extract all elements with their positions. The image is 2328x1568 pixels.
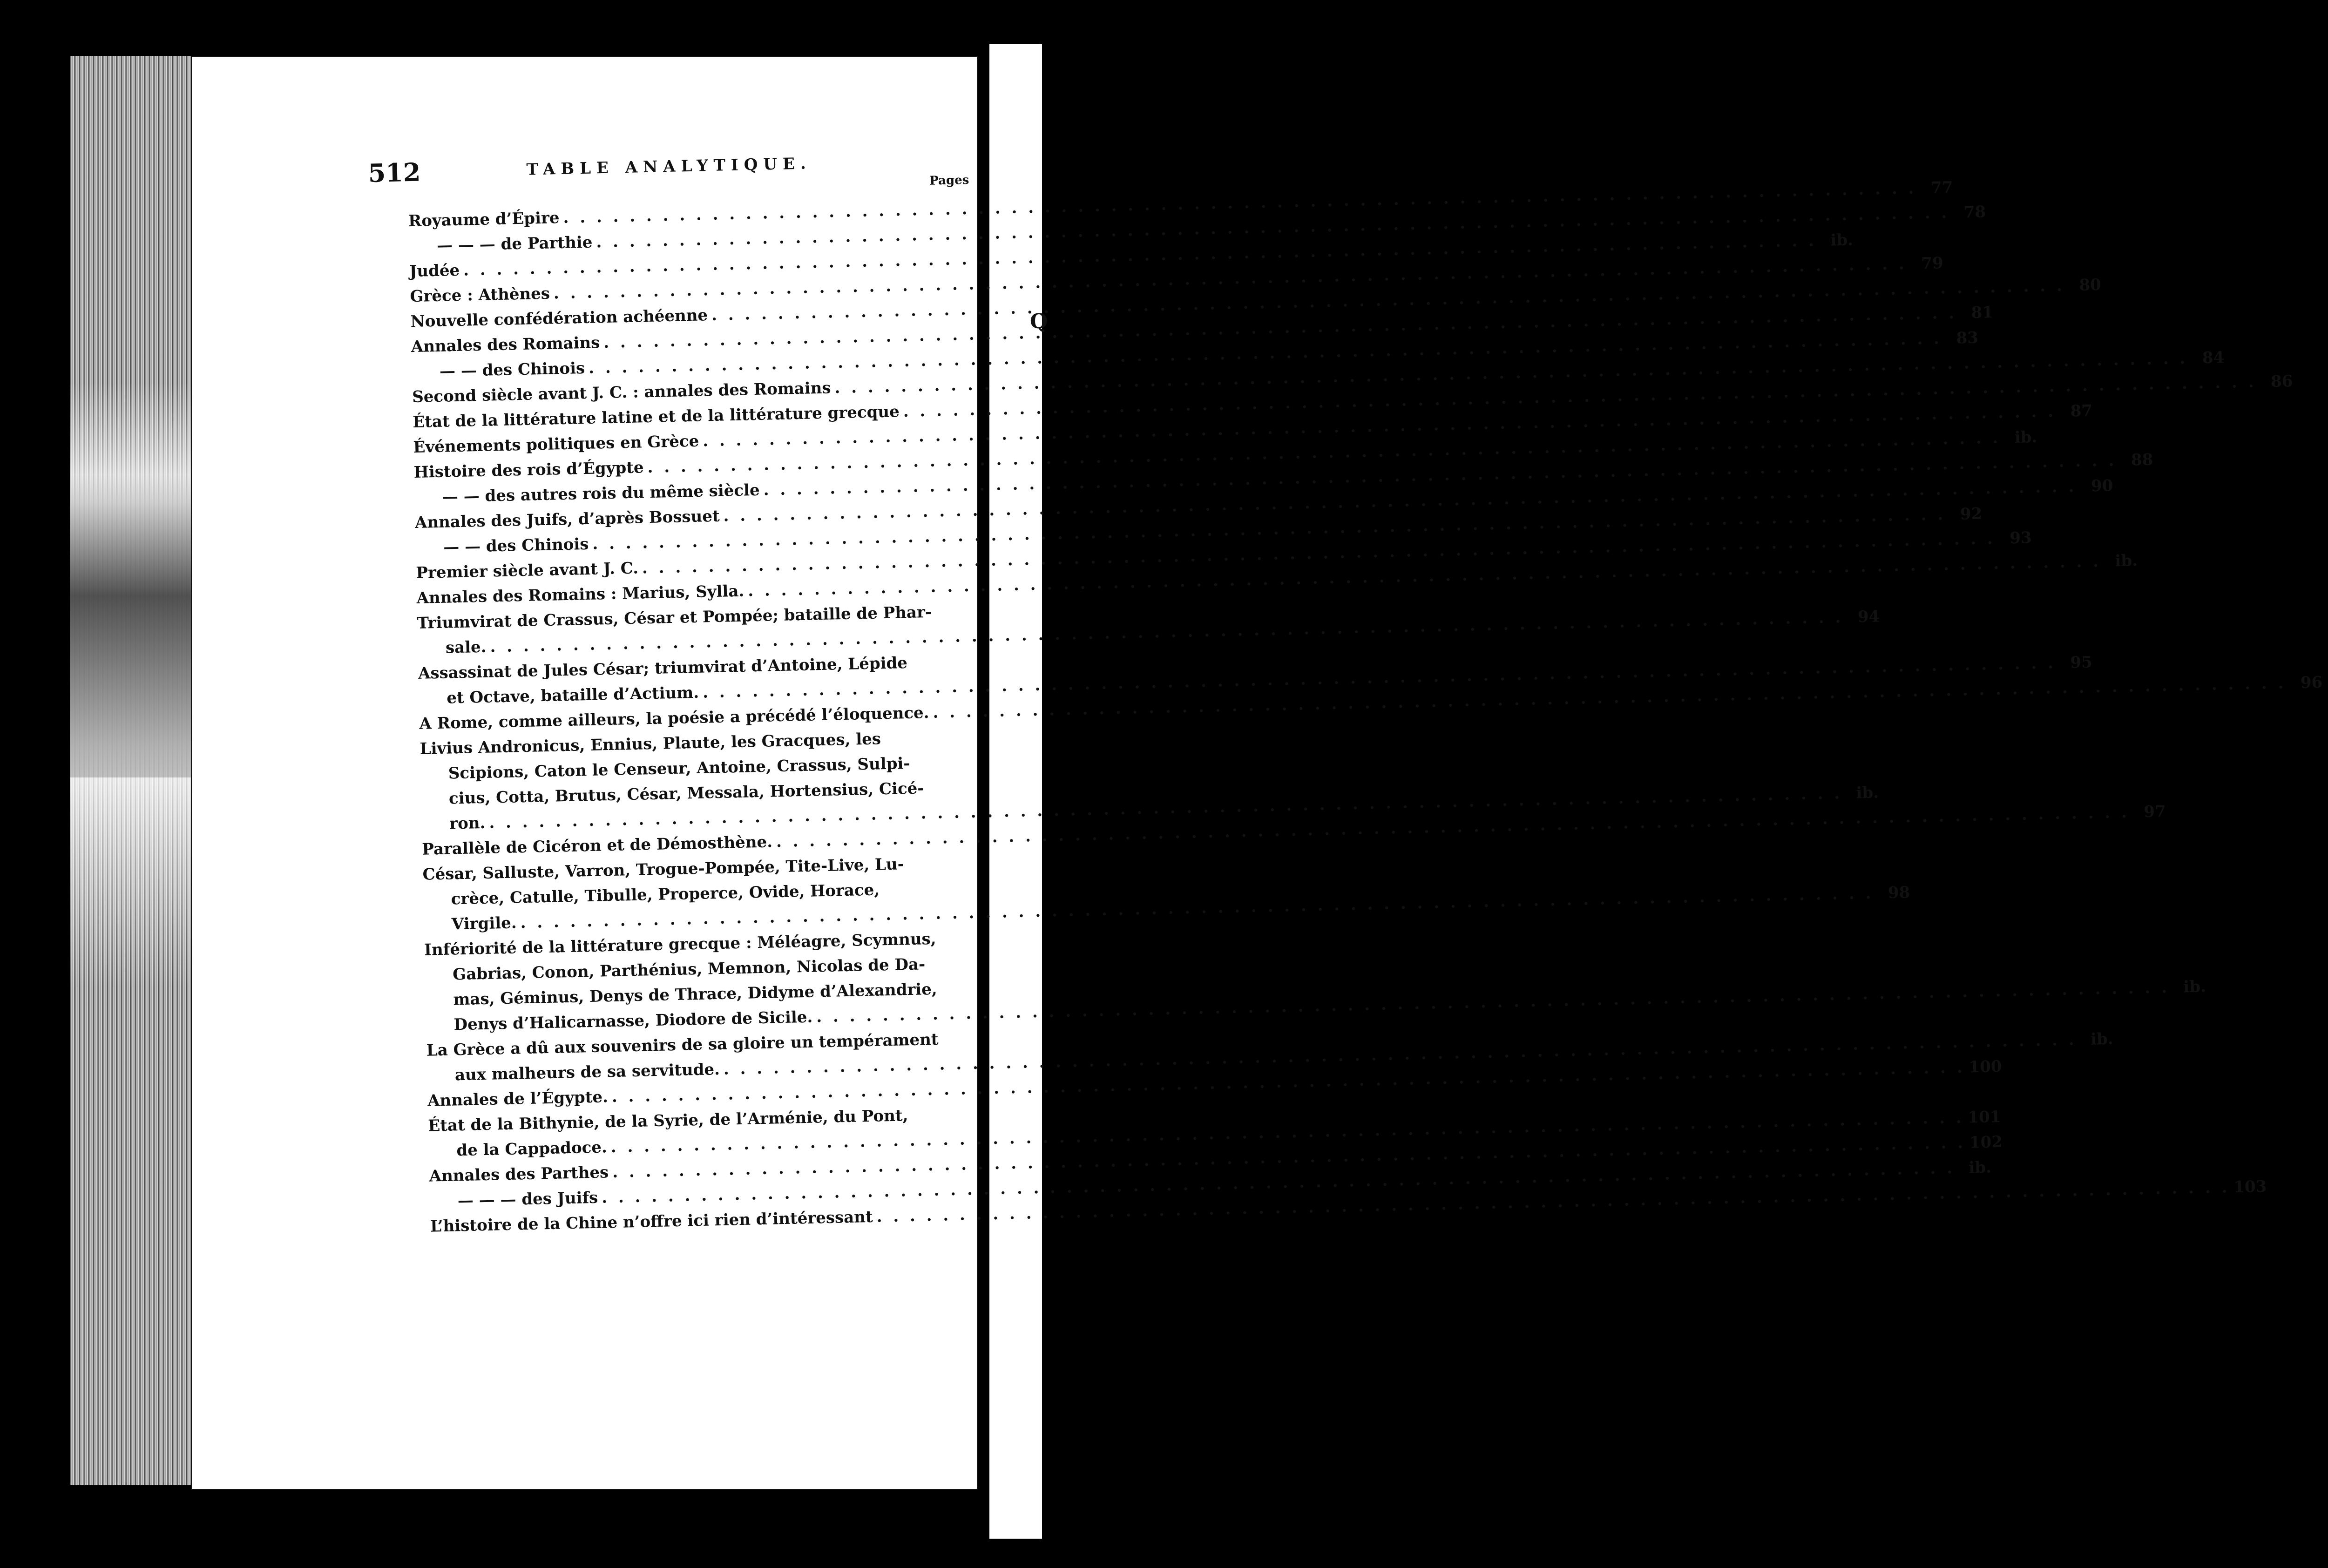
toc-entry-page: 90 [2091, 476, 2113, 496]
toc-entry-line: La Grèce a dû aux souvenirs de sa gloire un tempérament [426, 1030, 939, 1060]
toc-entry-label: Grèce : Athènes [410, 284, 550, 306]
toc-entry-line: Denys d’Halicarnasse, Diodore de Sicile. [453, 1007, 813, 1034]
toc-entry-line: cius, Cotta, Brutus, César, Messala, Hortensius, Cicé- [448, 779, 924, 808]
toc-entry-label: Histoire des rois d’Égypte [413, 458, 644, 482]
toc-entry-label: Premier siècle avant J. C. [416, 559, 639, 582]
page-edges [70, 56, 196, 1485]
toc-entry-page: 92 [1960, 504, 1983, 524]
toc-entry-label: Annales des Romains [411, 333, 600, 357]
toc-entry-line: État de la Bithynie, de la Syrie, de l’Arménie, du Pont, [427, 1106, 908, 1135]
toc-entry-label: Judée [409, 261, 460, 281]
toc-entry-page: 103 [2233, 1177, 2267, 1197]
toc-entry-page: ib. [2090, 1029, 2114, 1049]
page-content [368, 145, 2323, 1240]
toc-entry [424, 926, 2206, 1038]
toc-entry-line: Triumvirat de Crassus, César et Pompée; bataille de Phar- [417, 602, 932, 633]
toc-entry-page: 93 [2009, 528, 2032, 548]
water-stain-dark [70, 475, 196, 777]
toc-entry-page: 97 [2143, 802, 2166, 822]
toc-entry-page: ib. [2114, 551, 2138, 571]
toc-entry-page: 88 [2131, 450, 2153, 470]
toc-entry-page: 96 [2300, 673, 2323, 692]
toc-entry-line: mas, Géminus, Denys de Thrace, Didyme d’Alexandrie, [453, 980, 938, 1009]
page-number: 512 [368, 157, 421, 188]
toc-entry-page: ib. [2183, 977, 2206, 997]
toc-entry-label: — — — de Parthie [436, 233, 593, 255]
toc-entry-label: Annales des Parthes [429, 1163, 609, 1186]
toc-entry-label: — — des Chinois [443, 534, 589, 557]
toc-entry-page: 86 [2270, 372, 2293, 391]
toc-entry-label: Événements politiques en Grèce [413, 432, 699, 457]
toc-entry-page: 100 [1969, 1057, 2003, 1077]
toc-entry-label: Annales de l’Égypte. [427, 1088, 609, 1110]
toc-entry-page: 101 [1968, 1107, 2001, 1127]
toc-entry-line: Livius Andronicus, Ennius, Plaute, les Gracques, les [420, 730, 881, 758]
toc-entry [422, 850, 1910, 938]
toc-entry-label: A Rome, comme ailleurs, la poésie a précédé l’éloquence. [419, 703, 929, 733]
toc-entry-line: Virgile. [451, 913, 517, 934]
toc-entry-page: 94 [1857, 607, 1880, 627]
toc-entry-page: 102 [1969, 1132, 2003, 1152]
toc-entry-label: L’histoire de la Chine n’offre ici rien d’intéressant [430, 1207, 873, 1236]
toc-entry-label: — — des autres rois du même siècle [442, 480, 760, 507]
toc-entry-page: ib. [1856, 783, 1879, 803]
toc-entry-page: ib. [1968, 1158, 1992, 1177]
toc-entry-page: 95 [2070, 653, 2093, 672]
toc-entry-page: 79 [1921, 254, 1944, 273]
toc-entry-page: 84 [2202, 348, 2225, 368]
toc-entry-line: sale. [445, 637, 487, 657]
toc-entry-label: — — des Chinois [439, 358, 585, 381]
toc-entry-page: 81 [1971, 303, 1994, 322]
toc-entry-line: et Octave, bataille d’Actium. [446, 683, 699, 708]
toc-entry-line: crèce, Catulle, Tibulle, Properce, Ovide, Horace, [451, 880, 880, 909]
toc-entry-line: Assassinat de Jules César; triumvirat d’Antoine, Lépide [418, 653, 908, 683]
toc-entry-label: Nouvelle confédération achéenne [410, 306, 708, 331]
toc-entry-page: 80 [2079, 275, 2102, 295]
toc-entry-line: ron. [449, 813, 486, 833]
toc-entry-line: Scipions, Caton le Censeur, Antoine, Crassus, Sulpi- [448, 754, 910, 783]
toc-entry-label: Second siècle avant J. C. : annales des Romains [412, 378, 831, 407]
toc-entry-page: 87 [2070, 401, 2093, 421]
toc-entry-label: — — — des Juifs [457, 1188, 598, 1210]
toc-entry-page: 83 [1956, 328, 1979, 348]
running-title: TABLE ANALYTIQUE. [526, 154, 812, 179]
toc-entry-page: 98 [1888, 883, 1910, 903]
toc-entry-label: Annales des Romains : Marius, Sylla. [416, 581, 744, 608]
toc-entry-page: 78 [1963, 203, 1986, 222]
toc-entry-line: aux malheurs de sa servitude. [454, 1060, 720, 1085]
toc-entry [420, 724, 1879, 837]
toc-entry-line: César, Salluste, Varron, Trogue-Pompée, Tite-Live, Lu- [422, 855, 905, 884]
toc-entry-label: Parallèle de Cicéron et de Démosthène. [421, 832, 773, 859]
toc-entry-page: ib. [2014, 427, 2037, 447]
toc-entry-label: État de la littérature latine et de la littérature grecque [412, 402, 900, 432]
toc-entry-label: Annales des Juifs, d’après Bossuet [414, 507, 720, 532]
toc-entry-page: 77 [1930, 178, 1953, 197]
toc-entry-label: Royaume d’Épire [408, 209, 560, 231]
facing-page-letter: Q [1030, 310, 1048, 333]
pages-column-label: Pages [929, 173, 969, 188]
toc-entry-page: ib. [1830, 230, 1854, 250]
toc-entry-line: de la Cappadoce. [456, 1138, 608, 1160]
toc-entry-line: Infériorité de la littérature grecque : Méléagre, Scymnus, [424, 929, 936, 960]
toc-entry-line: Gabrias, Conon, Parthénius, Memnon, Nicolas de Da- [452, 955, 926, 984]
